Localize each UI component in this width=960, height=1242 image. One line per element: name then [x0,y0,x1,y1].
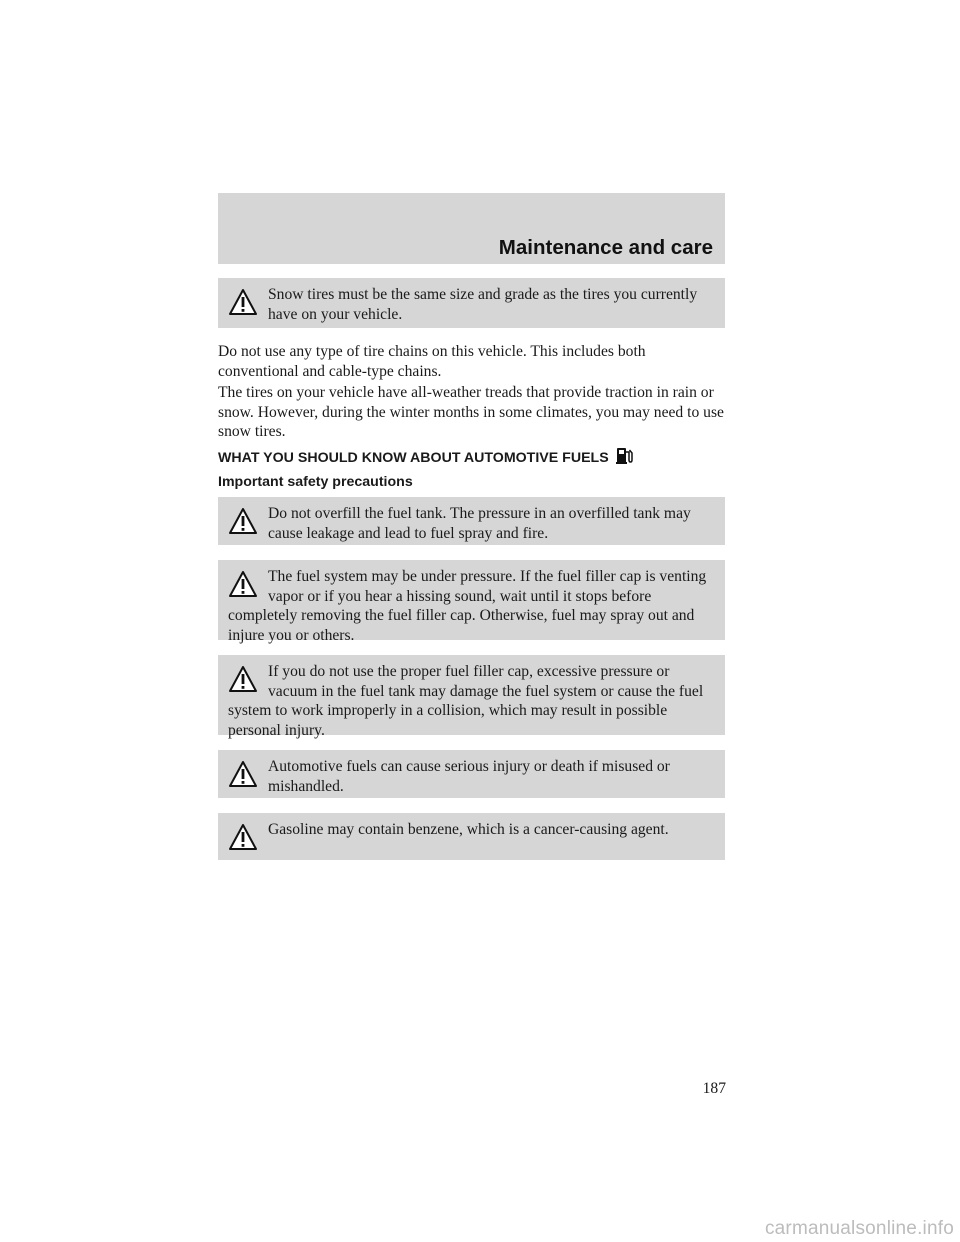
paragraph-all-weather-treads: The tires on your vehicle have all-weather treads that provide traction in rain or snow. However, during the winter months in some climates, you may need to use snow tires. [218,384,724,440]
warning-triangle-icon [228,570,258,598]
warning-text: Gasoline may contain benzene, which is a cancer-causing agent. [268,821,669,838]
warning-triangle-icon [228,507,258,535]
warning-text: Do not overfill the fuel tank. The pressure in an overfilled tank may cause leakage and lead to fuel spray and fire. [268,505,691,542]
paragraph-tire-chains: Do not use any type of tire chains on this vehicle. This includes both conventional and cable-type chains. [218,343,646,380]
section-heading-text: WHAT YOU SHOULD KNOW ABOUT AUTOMOTIVE FUELS [218,450,609,466]
warning-box-injury [218,750,725,798]
watermark: carmanualsonline.info [764,1218,954,1239]
section-header [218,193,725,264]
warning-text: Snow tires must be the same size and grade as the tires you currently have on your vehicle. [268,286,698,323]
warning-text: If you do not use the proper fuel filler cap, excessive pressure or vacuum in the fuel tank may damage the fuel system or cause the fuel system to work improperly in a collision, which may result in possible personal injury. [228,663,704,739]
warning-triangle-icon [228,288,258,316]
section-heading [218,445,725,468]
fuel-pump-icon [615,445,633,465]
warning-text: Automotive fuels can cause serious injury or death if misused or mishandled. [268,758,670,795]
warning-box-overfill [218,497,725,545]
section-title: Maintenance and care [498,236,713,259]
page-number: 187 [702,1080,726,1097]
warning-box-benzene [218,813,725,860]
warning-box-pressure [218,560,725,644]
warning-box-filler-cap [218,655,725,739]
subheading: Important safety precautions [218,474,413,490]
warning-triangle-icon [228,760,258,788]
warning-triangle-icon [228,665,258,693]
warning-box-snow-tires [218,278,725,328]
warning-triangle-icon [228,823,258,851]
warning-text: The fuel system may be under pressure. If the fuel filler cap is venting vapor or if you hear a hissing sound, wait until it stops before completely removing the fuel filler cap. Otherwise, fuel may spray out and injure you or others. [228,568,707,644]
